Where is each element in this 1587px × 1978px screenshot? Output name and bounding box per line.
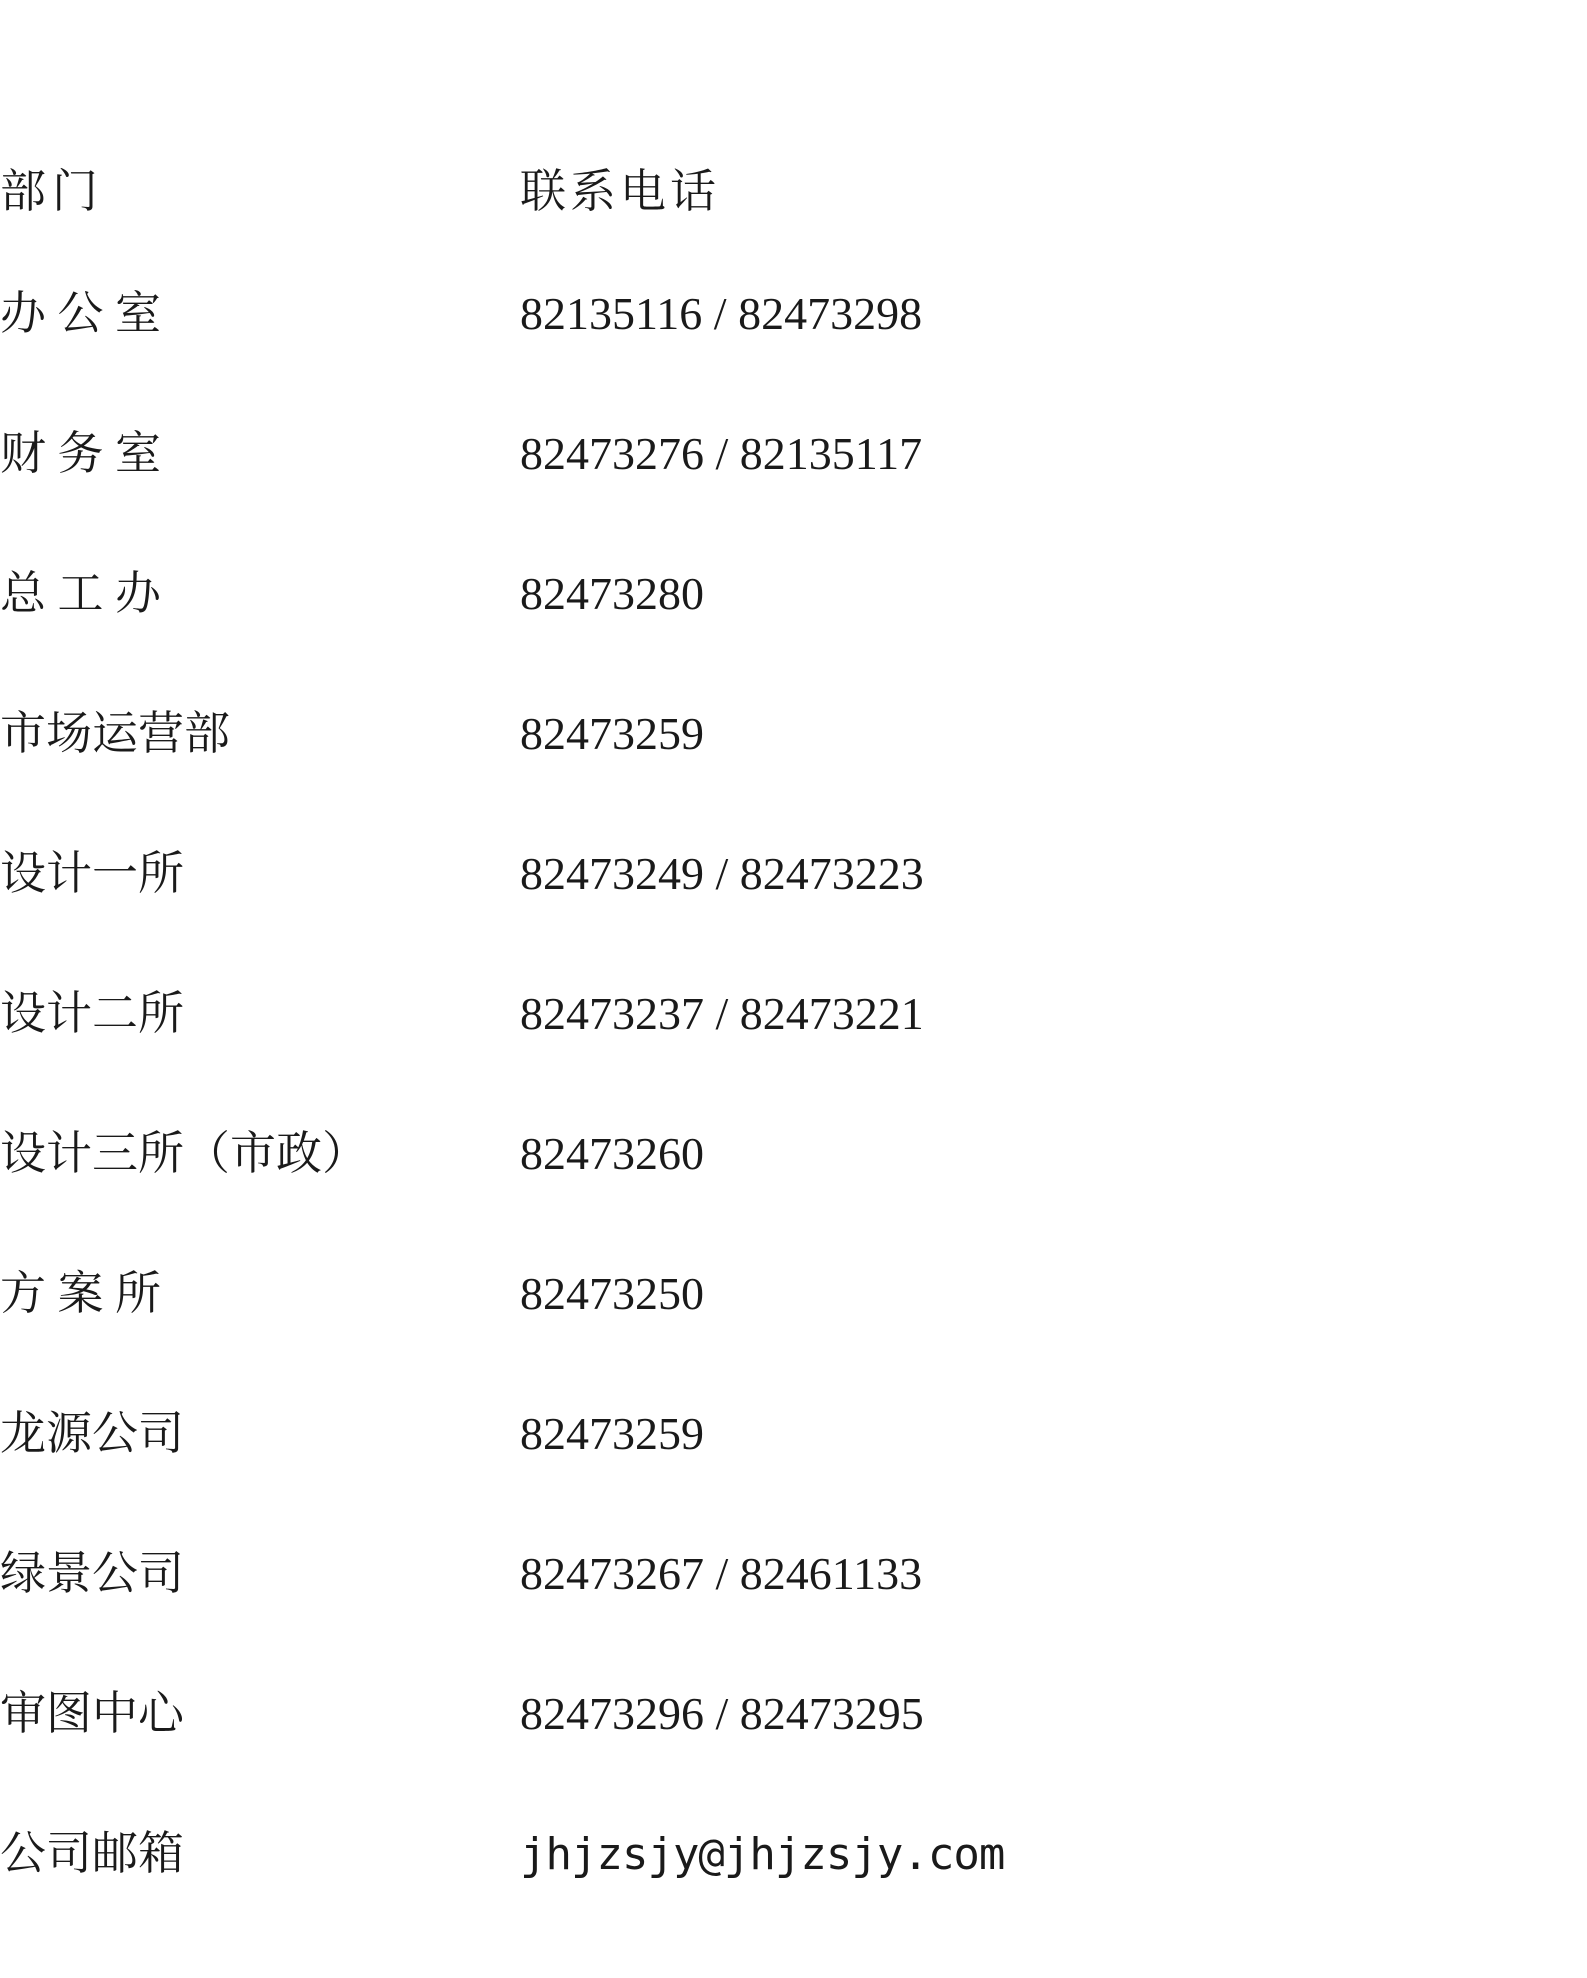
table-row (0, 1364, 1587, 1504)
department-name: 市场运营部 (0, 707, 230, 759)
table-row (0, 384, 1587, 524)
table-row (0, 1504, 1587, 1644)
department-name: 设计三所（市政） (0, 1127, 368, 1179)
phone-number: 82473259 (520, 1407, 704, 1459)
phone-number: 82473296 / 82473295 (520, 1687, 924, 1739)
department-name: 财 务 室 (0, 427, 161, 479)
column-header-phone: 联系电话 (520, 166, 720, 217)
contact-directory-table (0, 132, 1587, 1924)
table-row (0, 1084, 1587, 1224)
phone-number: 82473276 / 82135117 (520, 427, 923, 479)
department-name: 总 工 办 (0, 567, 161, 619)
table-body (0, 244, 1587, 1924)
department-name: 设计二所 (0, 987, 184, 1039)
department-name: 审图中心 (0, 1687, 184, 1739)
phone-number: 82135116 / 82473298 (520, 287, 923, 339)
table-header-row (0, 132, 1587, 244)
table-row (0, 664, 1587, 804)
column-header-department: 部门 (0, 166, 104, 217)
table-row (0, 524, 1587, 664)
table-row (0, 244, 1587, 384)
email-address: jhjzsjy@jhjzsjy.com (520, 1828, 1005, 1880)
phone-number: 82473249 / 82473223 (520, 847, 924, 899)
department-name: 方 案 所 (0, 1267, 161, 1319)
phone-number: 82473260 (520, 1127, 704, 1179)
table-row (0, 804, 1587, 944)
phone-number: 82473237 / 82473221 (520, 987, 924, 1039)
department-name: 办 公 室 (0, 287, 161, 339)
table-header (0, 132, 1587, 244)
phone-number: 82473280 (520, 567, 704, 619)
table-row (0, 1224, 1587, 1364)
phone-number: 82473259 (520, 707, 704, 759)
department-name: 绿景公司 (0, 1547, 184, 1599)
department-name: 设计一所 (0, 847, 184, 899)
table-row (0, 1644, 1587, 1784)
table-row (0, 944, 1587, 1084)
table-row (0, 1784, 1587, 1924)
department-name: 龙源公司 (0, 1407, 184, 1459)
phone-number: 82473267 / 82461133 (520, 1547, 923, 1599)
department-name: 公司邮箱 (0, 1827, 184, 1879)
phone-number: 82473250 (520, 1267, 704, 1319)
